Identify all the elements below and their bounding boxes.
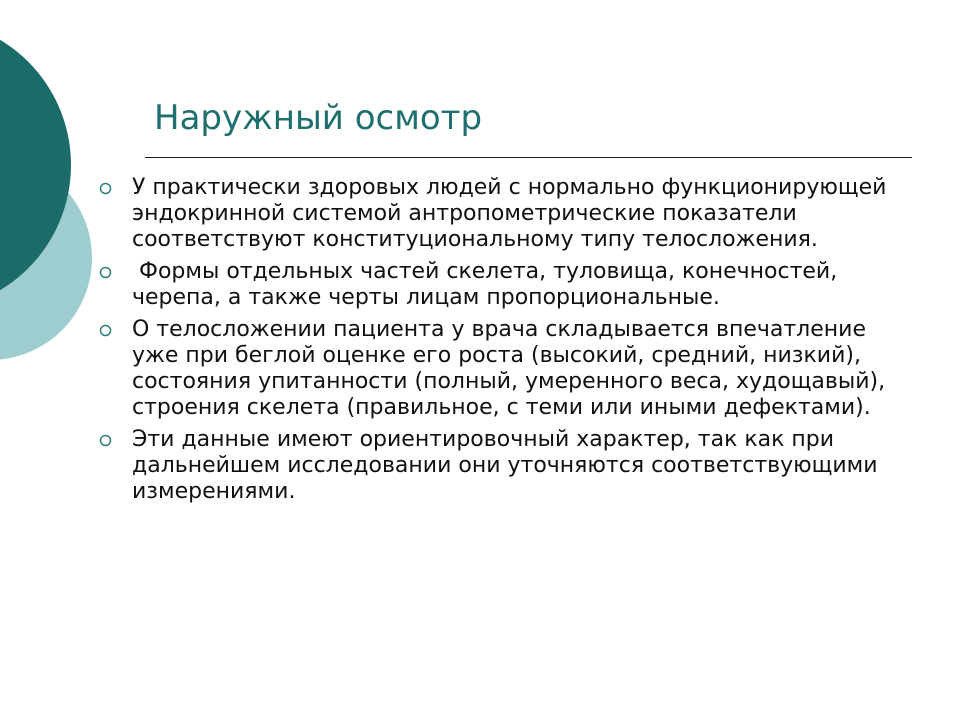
bullet-item — [0, 317, 897, 421]
bullet-text: О телосложении пациента у врача складывается впечатление уже при беглой оценке его роста (высокий, средний, низкий), состояния упитанности (полный, умеренного веса, худощавый), строения скелета (правильное, с теми или иными дефектами). — [132, 317, 886, 420]
hollow-circle-bullet-icon — [99, 266, 112, 279]
bullet-item — [0, 259, 897, 311]
bullet-text: Эти данные имеют ориентировочный характер, так как при дальнейшем исследовании они уточняются соответствующими измерениями. — [132, 427, 878, 504]
title-divider — [145, 157, 912, 158]
hollow-circle-bullet-icon — [99, 434, 112, 447]
slide-title: Наружный осмотр — [154, 98, 483, 138]
bullet-list — [0, 175, 960, 511]
bullet-item — [0, 175, 897, 253]
bullet-text: Формы отдельных частей скелета, туловища, конечностей, черепа, а также черты лицам пропорциональные. — [132, 259, 845, 310]
hollow-circle-bullet-icon — [99, 324, 112, 337]
bullet-text: У практически здоровых людей с нормально функционирующей эндокринной системой антропометрические показатели соответствуют конституциональному типу телосложения. — [132, 175, 887, 252]
hollow-circle-bullet-icon — [99, 182, 112, 195]
bullet-item — [0, 427, 897, 505]
